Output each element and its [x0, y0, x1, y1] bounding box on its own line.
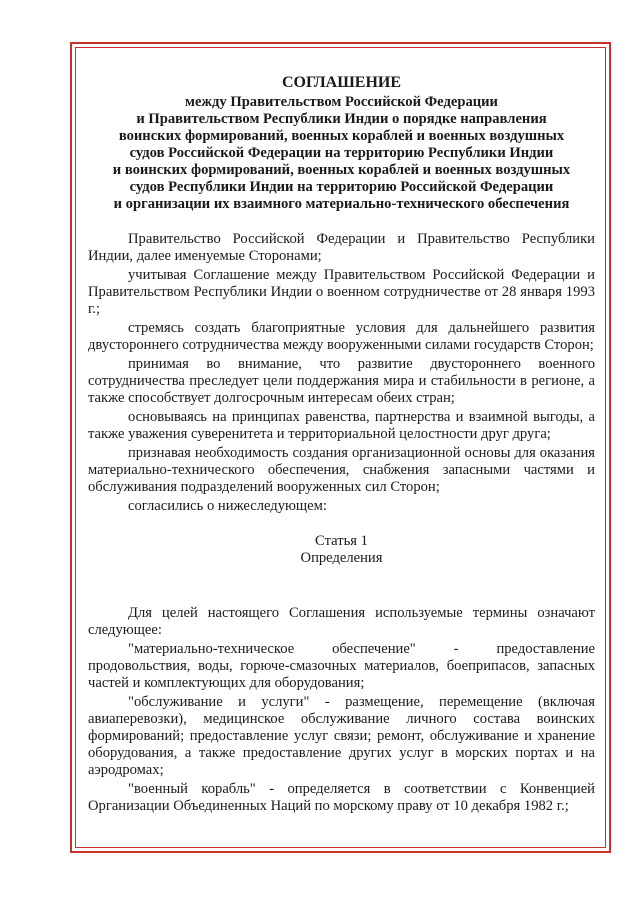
- preamble-paragraph: согласились о нижеследующем:: [128, 498, 327, 514]
- preamble-paragraph: Правительство Российской Федерации и Правительство Республики Индии, далее именуемые Сторонами;: [88, 231, 595, 264]
- preamble-paragraph: основываясь на принципах равенства, партнерства и взаимной выгоды, а также уважения суверенитета и территориальной целостности друг друга;: [88, 409, 595, 442]
- article-heading: [88, 533, 595, 567]
- article-number: Статья 1: [315, 533, 368, 549]
- article-paragraph: "материально-техническое обеспечение" - предоставление продовольствия, воды, горюче-смазочных материалов, боеприпасов, запасных частей и комплектующих для оборудования;: [88, 641, 595, 691]
- document-title-block: [88, 74, 595, 213]
- title-line: и организации их взаимного материально-технического обеспечения: [113, 196, 570, 212]
- title-line: воинских формирований, военных кораблей и военных воздушных: [118, 128, 565, 144]
- title-line: и Правительством Республики Индии о порядке направления: [136, 111, 547, 127]
- title-line: судов Республики Индии на территорию Российской Федерации: [129, 179, 554, 195]
- document-body: [88, 74, 595, 817]
- article-paragraph: "военный корабль" - определяется в соответствии с Конвенцией Организации Объединенных Наций по морскому праву от 10 декабря 1982 г.;: [88, 781, 595, 814]
- article-paragraph: Для целей настоящего Соглашения используемые термины означают следующее:: [88, 605, 595, 638]
- article-paragraph: "обслуживание и услуги" - размещение, перемещение (включая авиаперевозки), медицинское обслуживание личного состава воинских формирований; предоставление услуг связи; ремонт, обслуживание и хранение оборудования, а также предоставление других услуг в морских портах и на аэродромах;: [88, 694, 595, 778]
- preamble-paragraph: учитывая Соглашение между Правительством Российской Федерации и Правительством Республики Индии о военном сотрудничестве от 28 января 1993 г.;: [88, 267, 595, 317]
- title-line: судов Российской Федерации на территорию Республики Индии: [129, 145, 554, 161]
- title-line: между Правительством Российской Федерации: [185, 94, 498, 110]
- title-line: и воинских формирований, военных кораблей и военных воздушных: [112, 162, 571, 178]
- document-title: СОГЛАШЕНИЕ: [281, 74, 402, 91]
- preamble-paragraph: принимая во внимание, что развитие двустороннего военного сотрудничества преследует цели поддержания мира и стабильности в регионе, а также способствует долгосрочным интересам обеих стран;: [88, 356, 595, 406]
- preamble-paragraph: стремясь создать благоприятные условия для дальнейшего развития двустороннего сотрудничества между вооруженными силами государств Сторон;: [88, 320, 595, 353]
- preamble-paragraph: признавая необходимость создания организационной основы для оказания материально-технического обеспечения, снабжения запасными частями и обслуживания подразделений вооруженных сил Сторон;: [88, 445, 595, 495]
- article-title: Определения: [300, 550, 383, 566]
